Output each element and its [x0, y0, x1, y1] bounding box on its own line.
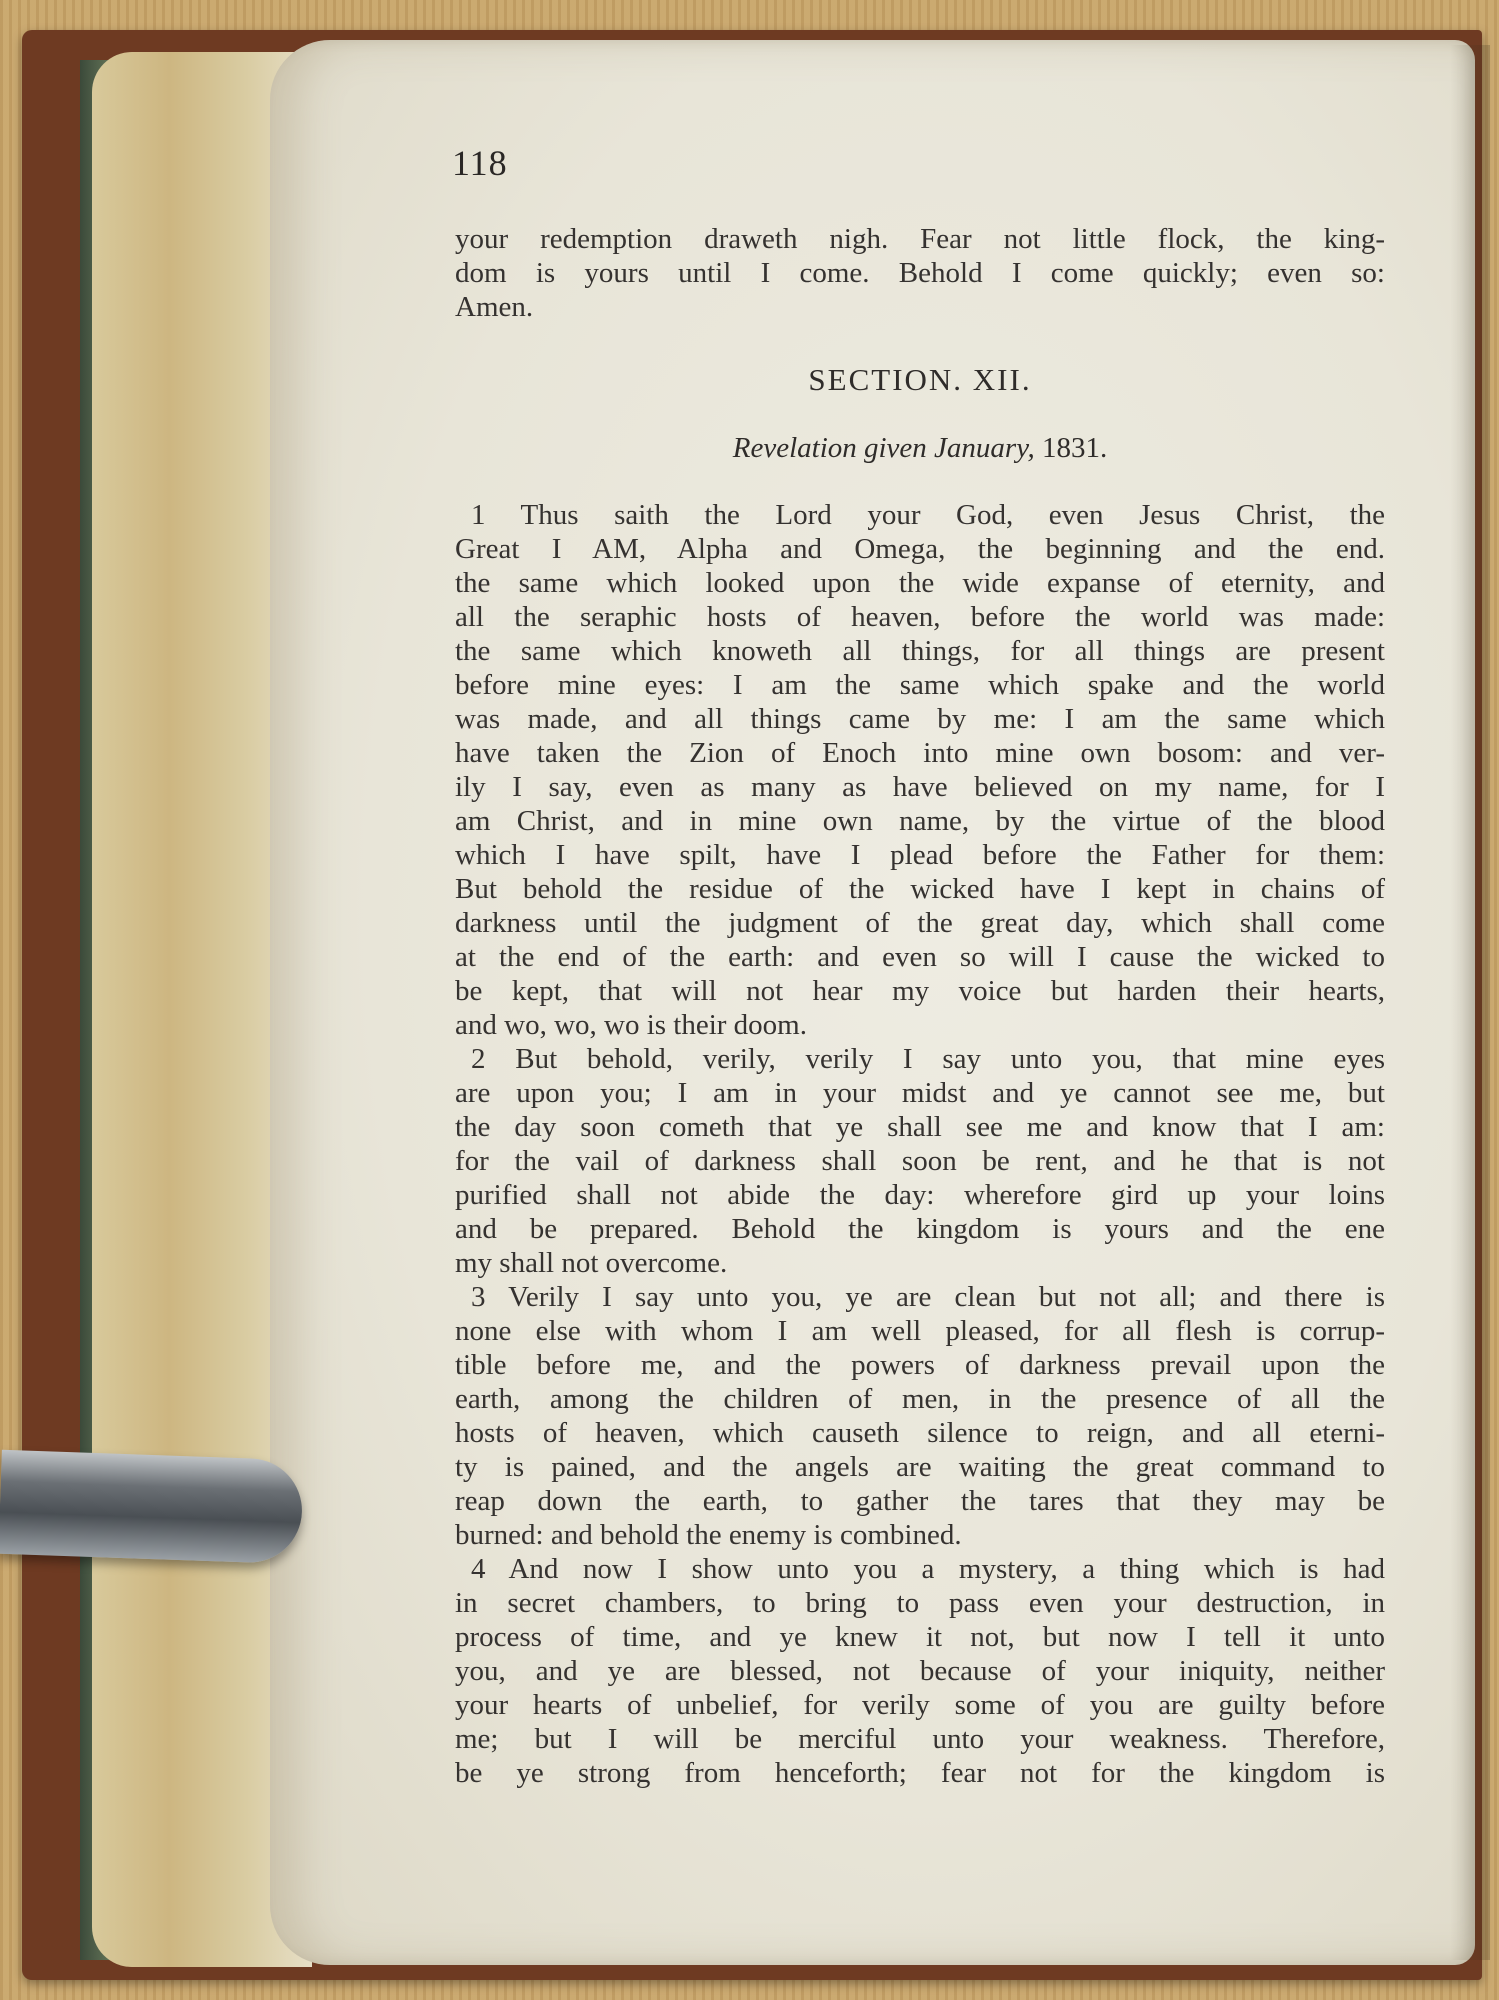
text-line: tible before me, and the powers of darkness prevail upon the — [455, 1349, 1385, 1381]
text-line: purified shall not abide the day: wherefore gird up your loins — [455, 1179, 1385, 1211]
text-line: for the vail of darkness shall soon be rent, and he that is not — [455, 1145, 1385, 1177]
text-line: all the seraphic hosts of heaven, before the world was made: — [455, 601, 1385, 633]
text-line: in secret chambers, to bring to pass even your destruction, in — [455, 1587, 1385, 1619]
text-line: ty is pained, and the angels are waiting the great command to — [455, 1451, 1385, 1483]
text-line: at the end of the earth: and even so will I cause the wicked to — [455, 941, 1385, 973]
text-line: none else with whom I am well pleased, for all flesh is corrup- — [455, 1315, 1385, 1347]
text-line: the day soon cometh that ye shall see me and know that I am: — [455, 1111, 1385, 1143]
subtitle-year: 1831. — [1041, 432, 1108, 464]
text-line: burned: and behold the enemy is combined. — [455, 1519, 962, 1551]
verse-2-line: 2 But behold, verily, verily I say unto you, that mine eyes — [471, 1043, 1385, 1075]
text-line: Great I AM, Alpha and Omega, the beginning and the end. — [455, 533, 1385, 565]
text-line: have taken the Zion of Enoch into mine own bosom: and ver- — [455, 737, 1385, 769]
text-line: before mine eyes: I am the same which spake and the world — [455, 669, 1385, 701]
text-line: be ye strong from henceforth; fear not for the kingdom is — [455, 1757, 1385, 1789]
text-line: me; but I will be merciful unto your weakness. Therefore, — [455, 1723, 1385, 1755]
section-body — [455, 498, 1385, 1790]
text-line: your hearts of unbelief, for verily some of you are guilty before — [455, 1689, 1385, 1721]
page-number: 118 — [452, 143, 508, 183]
text-line: am Christ, and in mine own name, by the virtue of the blood — [455, 805, 1385, 837]
text-line: ily I say, even as many as have believed on my name, for I — [455, 771, 1385, 803]
text-line: dom is yours until I come. Behold I come quickly; even so: — [455, 257, 1385, 289]
text-line: the same which knoweth all things, for all things are present — [455, 635, 1385, 667]
text-line: hosts of heaven, which causeth silence to reign, and all eterni- — [455, 1417, 1385, 1449]
text-line: which I have spilt, have I plead before the Father for them: — [455, 839, 1385, 871]
page-weight-blade — [0, 1450, 304, 1564]
text-line: Amen. — [455, 291, 534, 323]
text-line: and wo, wo, wo is their doom. — [455, 1009, 807, 1041]
text-line: and be prepared. Behold the kingdom is yours and the ene — [455, 1213, 1385, 1245]
section-subtitle — [455, 432, 1385, 465]
text-line: you, and ye are blessed, not because of your iniquity, neither — [455, 1655, 1385, 1687]
text-line: are upon you; I am in your midst and ye cannot see me, but — [455, 1077, 1385, 1109]
verse-3-line: 3 Verily I say unto you, ye are clean but not all; and there is — [471, 1281, 1385, 1313]
subtitle-italic: Revelation given January, — [732, 432, 1035, 464]
text-line: was made, and all things came by me: I am the same which — [455, 703, 1385, 735]
opening-paragraph — [455, 222, 1385, 324]
page-gutter — [1450, 45, 1490, 1960]
text-line: be kept, that will not hear my voice but harden their hearts, — [455, 975, 1385, 1007]
text-line: reap down the earth, to gather the tares that they may be — [455, 1485, 1385, 1517]
text-line: earth, among the children of men, in the presence of all the — [455, 1383, 1385, 1415]
text-line: the same which looked upon the wide expanse of eternity, and — [455, 567, 1385, 599]
text-line: But behold the residue of the wicked have I kept in chains of — [455, 873, 1385, 905]
section-title: SECTION. XII. — [808, 362, 1032, 397]
verse-1-line: 1 Thus saith the Lord your God, even Jesus Christ, the — [471, 499, 1385, 531]
text-line: your redemption draweth nigh. Fear not little flock, the king- — [455, 223, 1385, 255]
verse-4-line: 4 And now I show unto you a mystery, a thing which is had — [471, 1553, 1385, 1585]
text-line: darkness until the judgment of the great day, which shall come — [455, 907, 1385, 939]
text-line: process of time, and ye knew it not, but now I tell it unto — [455, 1621, 1385, 1653]
text-line: my shall not overcome. — [455, 1247, 728, 1279]
